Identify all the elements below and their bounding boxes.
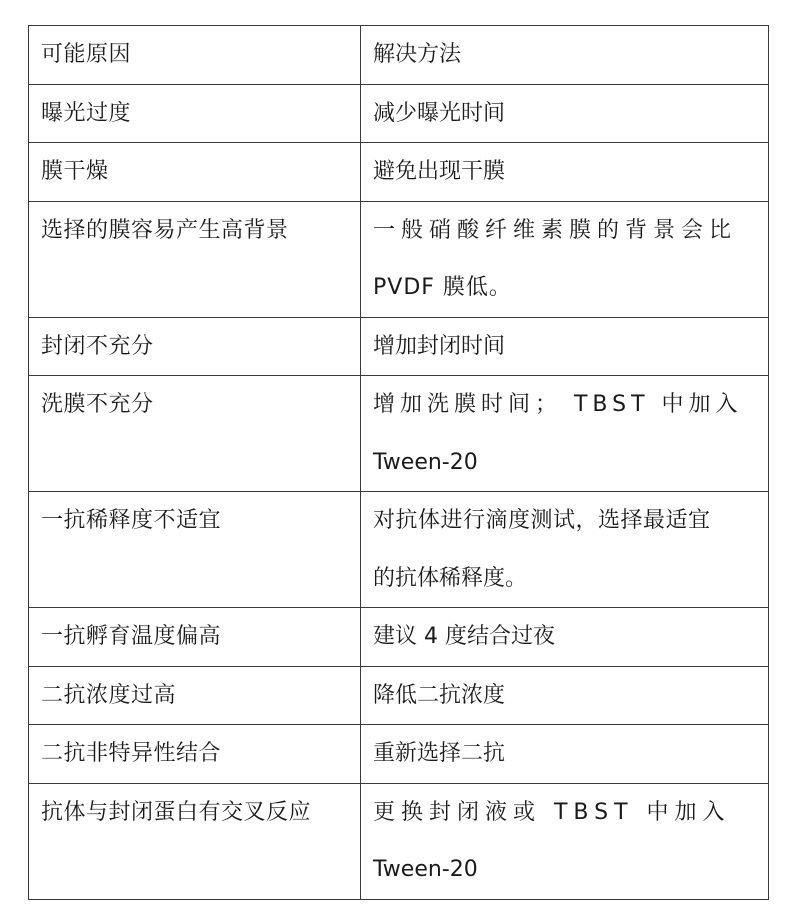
header-solution: 解决方法	[361, 26, 769, 85]
solution-line: 避免出现干膜	[373, 159, 506, 184]
table-header-row	[29, 26, 769, 85]
cause-cell: 选择的膜容易产生高背景	[29, 201, 361, 317]
cause-cell: 二抗浓度过高	[29, 666, 361, 725]
table-row	[29, 376, 769, 492]
table-row	[29, 84, 769, 143]
header-cause: 可能原因	[29, 26, 361, 85]
cause-cell: 二抗非特异性结合	[29, 725, 361, 784]
table-row	[29, 725, 769, 784]
table-row	[29, 143, 769, 202]
solution-line: 对抗体进行滴度测试，选择最适宜	[373, 508, 711, 533]
solution-line: 降低二抗浓度	[373, 682, 506, 708]
cause-cell: 一抗稀释度不适宜	[29, 492, 361, 608]
solution-cell	[361, 84, 769, 143]
solution-line: 增加洗膜时间； TBST 中加入	[373, 392, 743, 417]
table-row	[29, 783, 769, 899]
table-row	[29, 666, 769, 725]
solution-line: 增加封闭时间	[373, 333, 506, 359]
solution-line: 更换封闭液或 TBST 中加入	[373, 799, 731, 825]
solution-line: 减少曝光时间	[373, 100, 506, 126]
solution-cell	[361, 317, 769, 376]
cause-cell: 封闭不充分	[29, 317, 361, 376]
solution-line: 一般硝酸纤维素膜的背景会比	[373, 217, 738, 243]
solution-cell	[361, 376, 769, 492]
solution-line: PVDF 膜低。	[373, 275, 512, 300]
solution-line: Tween-20	[373, 857, 478, 882]
cause-cell: 洗膜不充分	[29, 376, 361, 492]
troubleshooting-table	[28, 25, 769, 900]
solution-cell	[361, 608, 769, 667]
solution-cell	[361, 725, 769, 784]
cause-cell: 抗体与封闭蛋白有交叉反应	[29, 783, 361, 899]
cause-cell: 膜干燥	[29, 143, 361, 202]
solution-cell	[361, 201, 769, 317]
solution-cell	[361, 492, 769, 608]
table-row	[29, 317, 769, 376]
solution-line: 的抗体稀释度。	[373, 565, 528, 591]
solution-cell	[361, 143, 769, 202]
table-row	[29, 492, 769, 608]
table-row	[29, 608, 769, 667]
solution-cell	[361, 783, 769, 899]
solution-cell	[361, 666, 769, 725]
solution-line: 重新选择二抗	[373, 741, 506, 766]
solution-line: 建议 4 度结合过夜	[373, 624, 555, 649]
cause-cell: 曝光过度	[29, 84, 361, 143]
table-row	[29, 201, 769, 317]
cause-cell: 一抗孵育温度偏高	[29, 608, 361, 667]
solution-line: Tween-20	[373, 449, 478, 475]
